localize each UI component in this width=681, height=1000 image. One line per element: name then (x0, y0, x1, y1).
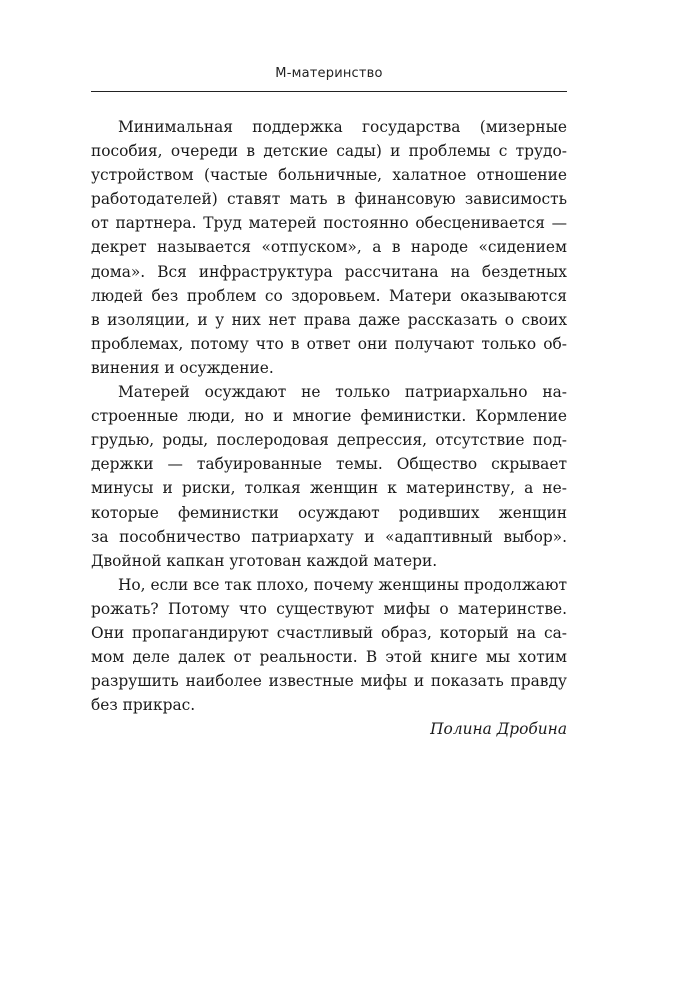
header-rule (91, 91, 567, 92)
text-line: без прикрас. (91, 696, 196, 715)
text-line: проблемах, потому что в ответ они получают только об- (91, 334, 567, 353)
text-line: строенные люди, но и многие феминистки. Кормление (91, 407, 567, 426)
author-signature: Полина Дробина (430, 720, 567, 739)
paragraph-3 (91, 573, 567, 718)
text-line: Но, если все так плохо, почему женщины продолжают (118, 575, 567, 594)
text-line: винения и осуждение. (91, 358, 274, 377)
text-line: работодателей) ставят мать в финансовую зависимость (91, 190, 567, 209)
text-line: мом деле далек от реальности. В этой книге мы хотим (91, 648, 567, 667)
text-line: которые феминистки осуждают родивших женщин (91, 503, 567, 522)
text-line: устройством (частые больничные, халатное отношение (91, 166, 567, 185)
running-header: М-материнство (275, 66, 383, 81)
text-line: разрушить наиболее известные мифы и показать правду (91, 672, 567, 691)
text-line: грудью, роды, послеродовая депрессия, отсутствие под- (91, 431, 567, 450)
text-line: минусы и риски, толкая женщин к материнству, а не- (91, 479, 567, 498)
text-line: Минимальная поддержка государства (мизерные (118, 118, 567, 136)
text-line: дома». Вся инфраструктура рассчитана на бездетных (91, 262, 567, 281)
text-line: рожать? Потому что существуют мифы о материнстве. (91, 599, 567, 618)
body-text (91, 115, 567, 741)
paragraph-2 (91, 380, 567, 573)
text-line: пособия, очереди в детские сады) и проблемы с трудо- (91, 142, 567, 161)
text-line: от партнера. Труд матерей постоянно обесценивается — (91, 214, 567, 233)
text-line: Они пропагандируют счастливый образ, который на са- (91, 623, 567, 642)
text-line: в изоляции, и у них нет права даже рассказать о своих (91, 310, 567, 329)
text-line: людей без проблем со здоровьем. Матери оказываются (91, 286, 567, 305)
text-line: за пособничество патриархату и «адаптивный выбор». (91, 527, 567, 546)
text-line: декрет называется «отпуском», а в народе «сидением (91, 238, 567, 257)
text-line: Двойной капкан уготован каждой матери. (91, 551, 438, 570)
paragraph-1 (91, 115, 567, 380)
text-line: Матерей осуждают не только патриархально на- (118, 383, 567, 402)
text-line: держки — табуированные темы. Общество скрывает (91, 455, 567, 474)
